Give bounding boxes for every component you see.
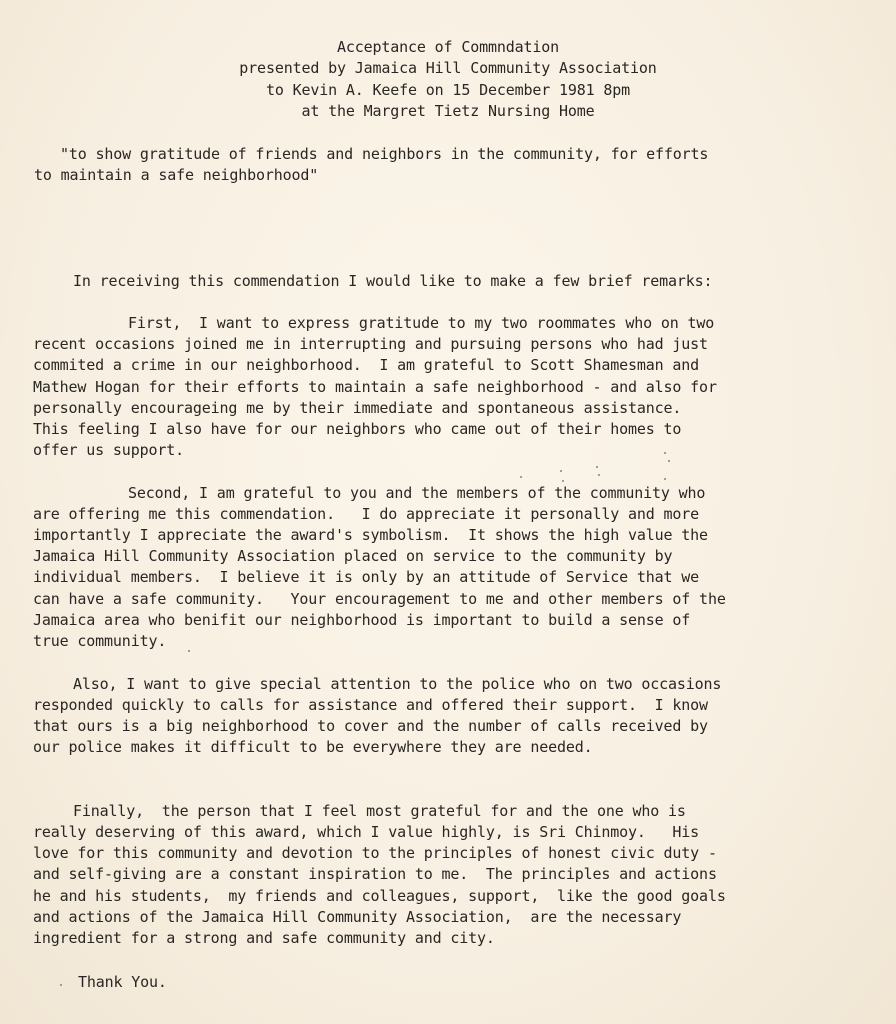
paragraph-line: ingredient for a strong and safe community and city. xyxy=(33,929,495,947)
paragraph-line: can have a safe community. Your encouragement to me and other members of the xyxy=(33,590,726,608)
paragraph-line: true community. xyxy=(33,632,167,650)
paper-speck xyxy=(188,650,190,652)
paragraph-line: really deserving of this award, which I value highly, is Sri Chinmoy. His xyxy=(33,823,700,841)
paragraph-line: individual members. I believe it is only by an attitude of Service that we xyxy=(33,568,700,586)
paper-speck xyxy=(664,478,666,480)
paper-speck xyxy=(598,474,600,476)
paragraph-line: and self-giving are a constant inspiration to me. The principles and actions xyxy=(33,865,717,883)
paragraph-line: that ours is a big neighborhood to cover and the number of calls received by xyxy=(33,717,708,735)
paragraph-line: are offering me this commendation. I do appreciate it personally and more xyxy=(33,505,700,523)
paragraph-line: Finally, the person that I feel most grateful for and the one who is xyxy=(73,802,686,820)
paragraph-line: our police makes it difficult to be everywhere they are needed. xyxy=(33,738,593,756)
quote-line: "to show gratitude of friends and neighbors in the community, for efforts xyxy=(60,145,709,163)
paragraph-line: Jamaica Hill Community Association placed on service to the community by xyxy=(33,547,673,565)
paragraph-line: Mathew Hogan for their efforts to maintain a safe neighborhood - and also for xyxy=(33,378,717,396)
paragraph-line: commited a crime in our neighborhood. I am grateful to Scott Shamesman and xyxy=(33,356,700,374)
paragraph-line: importantly I appreciate the award's symbolism. It shows the high value the xyxy=(33,526,708,544)
quote-line: to maintain a safe neighborhood" xyxy=(34,166,319,184)
header-title: Acceptance of Commndation xyxy=(336,38,560,56)
paragraph-line: First, I want to express gratitude to my two roommates who on two xyxy=(128,314,715,332)
paragraph-line: and actions of the Jamaica Hill Community Association, are the necessary xyxy=(33,908,682,926)
paper-speck xyxy=(60,984,62,986)
paragraph-line: This feeling I also have for our neighbors who came out of their homes to xyxy=(33,420,682,438)
paragraph-line: recent occasions joined me in interrupting and pursuing persons who had just xyxy=(33,335,708,353)
paper-speck xyxy=(664,452,666,454)
header-line: at the Margret Tietz Nursing Home xyxy=(301,102,595,120)
paragraph-line: Second, I am grateful to you and the members of the community who xyxy=(128,484,706,502)
header-line: presented by Jamaica Hill Community Association xyxy=(239,59,657,77)
paper-speck xyxy=(596,466,598,468)
paragraph-line: love for this community and devotion to the principles of honest civic duty - xyxy=(33,844,717,862)
paper-speck xyxy=(562,480,564,482)
paragraph-line: offer us support. xyxy=(33,441,184,459)
paper-speck xyxy=(520,476,522,478)
paragraph-line: responded quickly to calls for assistance and offered their support. I know xyxy=(33,696,708,714)
paragraph-line: Jamaica area who benifit our neighborhood is important to build a sense of xyxy=(33,611,691,629)
paragraph-line: Also, I want to give special attention to the police who on two occasions xyxy=(73,675,722,693)
paper-speck xyxy=(668,460,670,462)
paper-speck xyxy=(560,470,562,472)
closing-line: Thank You. xyxy=(78,973,167,991)
paragraph-line: he and his students, my friends and colleagues, support, like the good goals xyxy=(33,887,726,905)
intro-line: In receiving this commendation I would like to make a few brief remarks: xyxy=(73,272,713,290)
header-line: to Kevin A. Keefe on 15 December 1981 8pm xyxy=(265,81,631,99)
paragraph-line: personally encourageing me by their immediate and spontaneous assistance. xyxy=(33,399,682,417)
